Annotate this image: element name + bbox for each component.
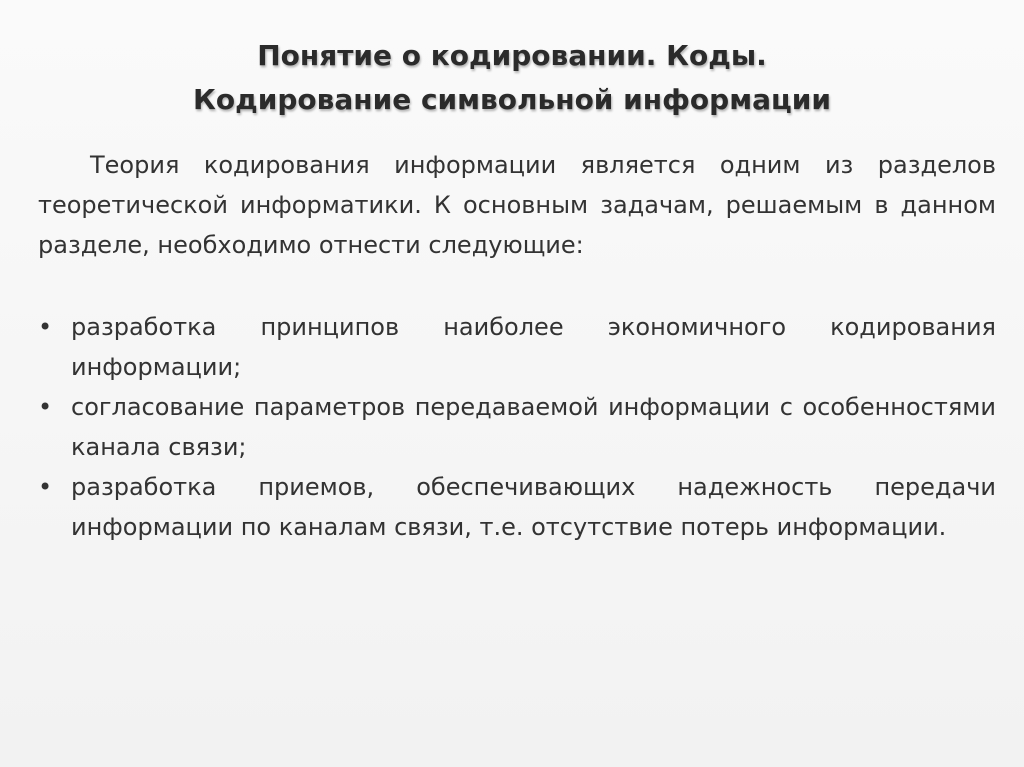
bullet-item-1: [38, 307, 996, 387]
bullet-icon: •: [38, 393, 53, 421]
intro-paragraph: Теория кодирования информации является одним из разделов теоретической информатики. К основным задачам, решаемым в данном разделе, необходимо отнести следующие:: [38, 151, 996, 259]
bullet-item-2: [38, 387, 996, 467]
slide-body: [38, 145, 996, 547]
bullet-item-3: [38, 467, 996, 547]
bullet-list: [38, 307, 996, 547]
slide-title-line-1: Понятие о кодировании. Коды.: [257, 39, 767, 72]
slide-title-line-2: Кодирование символьной информации: [193, 83, 831, 116]
bullet-icon: •: [38, 473, 53, 501]
slide-title: [60, 34, 964, 122]
bullet-icon: •: [38, 313, 53, 341]
bullet-text-1: разработка принципов наиболее экономичного кодирования информации;: [71, 313, 996, 381]
bullet-text-2: согласование параметров передаваемой информации с особенностями канала связи;: [71, 393, 996, 461]
bullet-text-3: разработка приемов, обеспечивающих надежность передачи информации по каналам связи, т.е. отсутствие потерь информации.: [71, 473, 996, 541]
